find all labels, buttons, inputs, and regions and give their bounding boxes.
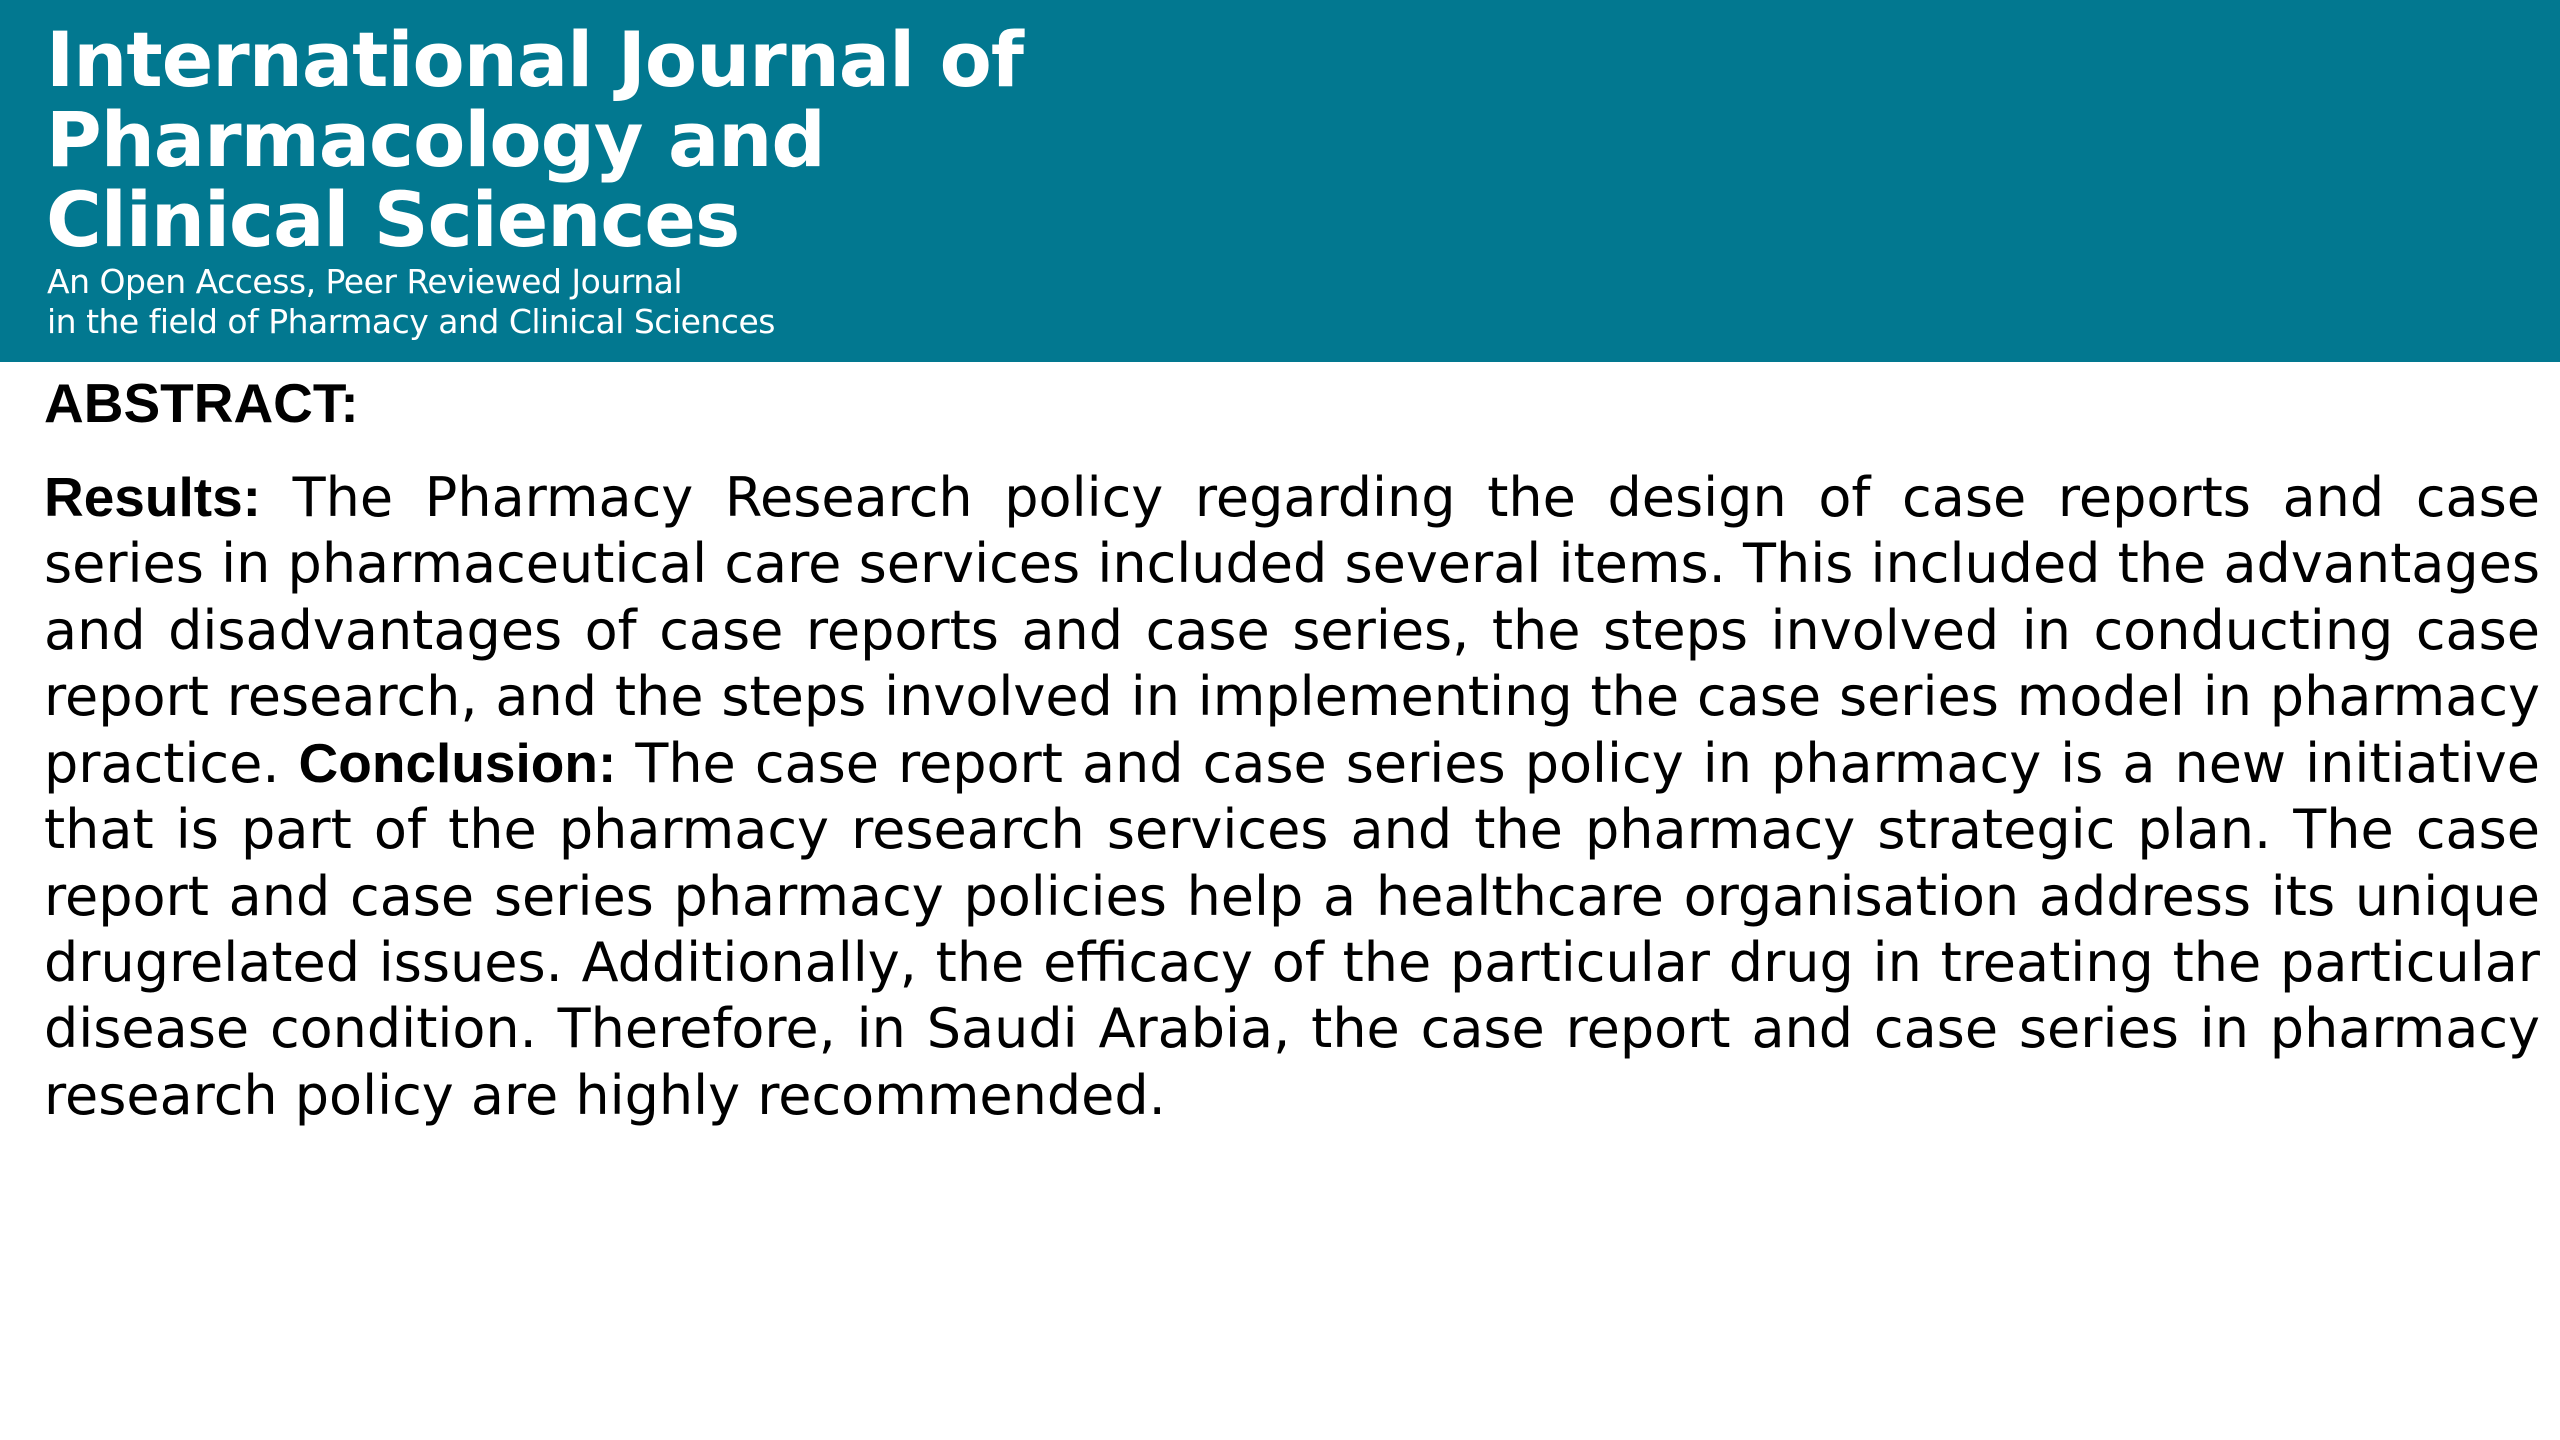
journal-tagline-line-1: An Open Access, Peer Reviewed Journal — [47, 262, 683, 301]
abstract-body — [44, 464, 2540, 1129]
journal-banner — [0, 0, 2560, 362]
journal-title-line-3: Clinical Sciences — [46, 175, 740, 264]
conclusion-text: The case report and case series policy in pharmacy is a new initiative that is part of the pharmacy research services and the pharmacy strategic plan. The case report and case series pharmacy policies help a healthcare organisation address its unique drugrelated issues. Additionally, the efficacy of the particular drug in treating the particular disease condition. Therefore, in Saudi Arabia, the case report and case series in pharmacy research policy are highly recommended. — [44, 732, 2540, 1127]
results-label: Results: — [44, 466, 261, 528]
results-text: The Pharmacy Research policy regarding the design of case reports and case series in pharmaceutical care services included several items. This included the advantages and disadvantages of case reports and case series, the steps involved in conducting case report research, and the steps involved in implementing the case series model in pharmacy practice. — [44, 466, 2540, 796]
abstract-heading: ABSTRACT: — [44, 372, 359, 434]
journal-tagline — [47, 262, 775, 342]
journal-tagline-line-2: in the field of Pharmacy and Clinical Sciences — [47, 302, 775, 341]
journal-title-line-1: International Journal of — [46, 15, 1023, 104]
journal-title — [46, 15, 1023, 264]
conclusion-label: Conclusion: — [298, 732, 617, 795]
journal-title-line-2: Pharmacology and — [46, 95, 825, 184]
